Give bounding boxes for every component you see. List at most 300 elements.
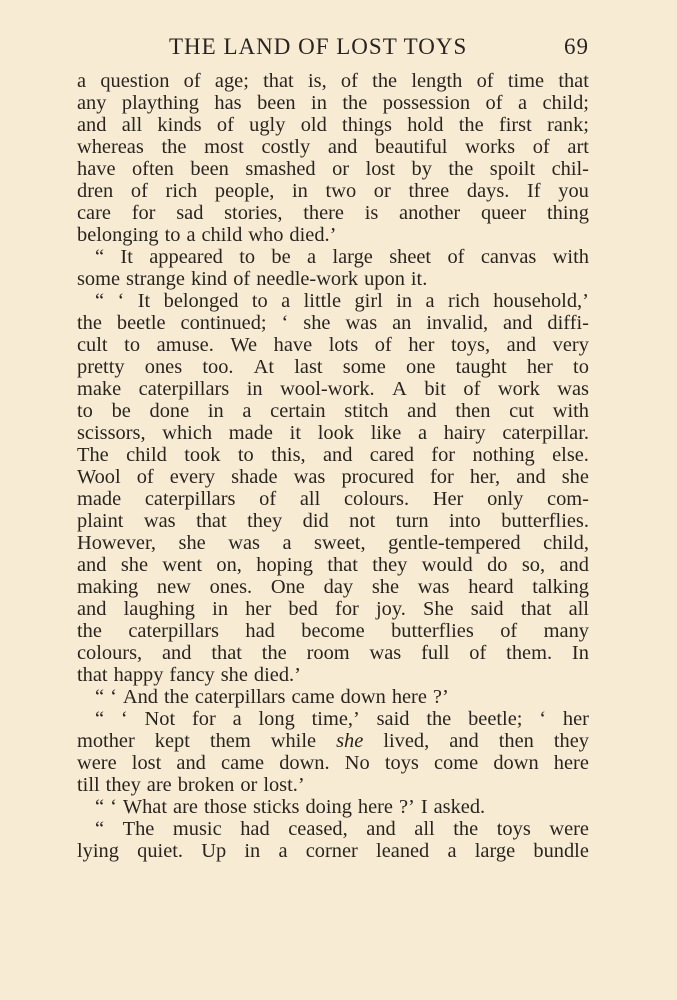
word: till [77,774,100,796]
word: they [105,774,141,796]
word: she [336,730,364,752]
word: of [340,70,358,92]
word: No [344,752,370,774]
word: stories, [224,202,283,224]
word: chil- [551,158,589,180]
word: them. [506,642,553,664]
word: the [161,136,187,158]
word: and [503,312,533,334]
word: of [216,114,234,136]
word: making [77,576,139,598]
text-line [77,576,589,598]
word: said [376,708,410,730]
word: the [426,708,452,730]
word: of [130,180,148,202]
word: it [289,422,302,444]
word: ceased, [288,818,348,840]
word: another [399,202,461,224]
word: only [487,488,524,510]
word: costly [261,136,311,158]
word: caterpillar. [502,422,589,444]
word: been [190,158,229,180]
word: here [391,686,427,708]
word: days. [466,180,510,202]
word: so, [521,554,546,576]
word: down [340,686,386,708]
word: for [429,466,454,488]
word: are [146,774,172,796]
word: “ [95,290,105,312]
word: We [230,334,258,356]
word: child, [543,532,589,554]
word: people, [214,180,275,202]
word: beetle [116,312,166,334]
word: sad [176,202,204,224]
word: “ [95,246,105,268]
word: a [425,290,435,312]
word: Up [201,840,227,862]
word: and [449,730,479,752]
word: ones. [209,576,253,598]
word: toys, [450,334,491,356]
word: of [374,334,392,356]
word: smashed [245,158,316,180]
word: of [476,70,494,92]
word: by [411,158,432,180]
word: went [162,554,203,576]
text-line [77,620,589,642]
word: cult [77,334,108,356]
word: that [558,70,589,92]
word: belonging [77,224,159,246]
word: bed [288,598,318,620]
word: age; [214,70,249,92]
word: “ [95,708,105,730]
text-line [77,510,589,532]
word: However, [77,532,157,554]
word: new [156,576,191,598]
text-line [77,444,589,466]
word: caterpillars [128,620,219,642]
word: sheet [389,246,432,268]
word: taught [455,356,507,378]
word: do [487,554,508,576]
word: Not [144,708,176,730]
word: a [282,532,292,554]
word: “ [95,796,105,818]
word: that [211,642,242,664]
word: then [498,730,534,752]
word: look [317,422,354,444]
word: in [396,290,413,312]
word: been [257,92,296,114]
word: would [421,554,473,576]
text-line [77,158,589,180]
text-line [77,356,589,378]
word: ‘ [281,312,289,334]
word: for [335,598,359,620]
word: with [552,246,589,268]
word: ones [144,356,183,378]
text-line [77,92,589,114]
text-line [77,774,589,796]
word: room [306,642,350,664]
word: large [332,246,373,268]
word: to [164,224,181,246]
word: or [373,180,391,202]
word: down [493,752,539,774]
word: quiet. [137,840,184,862]
word: appeared [149,246,223,268]
word: the [453,818,479,840]
word: butterflies [391,620,474,642]
word: died.’ [289,224,337,246]
text-line [77,136,589,158]
text-line [77,246,589,268]
word: household,’ [493,290,589,312]
word: had [245,620,275,642]
word: too. [202,356,234,378]
word: her, [469,466,501,488]
word: in [292,180,308,202]
word: they [372,554,408,576]
word: is [364,202,379,224]
word: length [411,70,463,92]
word: turn [395,510,429,532]
word: At [253,356,275,378]
text-line [77,400,589,422]
word: a [447,840,457,862]
word: com- [547,488,589,510]
word: to [237,444,254,466]
word: she [120,554,149,576]
word: If [527,180,541,202]
word: was [345,312,378,334]
word: the [163,686,189,708]
word: And [122,686,158,708]
word: Wool [77,466,121,488]
word: The [122,818,155,840]
word: thing [546,202,589,224]
word: done [149,400,190,422]
word: else. [552,444,589,466]
word: talking [532,576,589,598]
word: kept [154,730,190,752]
word: in [246,378,263,400]
text-line [77,114,589,136]
word: her [245,598,272,620]
word: and [176,752,206,774]
word: she [178,532,206,554]
word: the [458,114,484,136]
word: child; [542,92,589,114]
word: wool-work. [280,378,375,400]
word: music [172,818,222,840]
word: come [434,752,479,774]
text-line [77,752,589,774]
word: with [552,400,589,422]
word: that [196,510,227,532]
word: diffi- [547,312,589,334]
word: was [369,642,402,664]
word: child [201,224,243,246]
word: in [207,400,224,422]
word: to [124,334,141,356]
word: lying [77,840,119,862]
word: sticks [252,796,300,818]
word: little [303,290,342,312]
word: has [214,92,242,114]
word: lots [328,334,359,356]
word: whereas [77,136,144,158]
word: did [302,510,329,532]
word: ‘ [120,708,128,730]
word: One [270,576,305,598]
word: and [559,554,589,576]
word: here [553,752,589,774]
word: be [111,400,131,422]
text-line [77,334,589,356]
word: possession [382,92,471,114]
word: you [558,180,589,202]
word: lost [365,158,396,180]
word: which [162,422,213,444]
word: corner [305,840,358,862]
text-line [77,202,589,224]
text-line [77,532,589,554]
word: It [137,290,151,312]
word: gentle-tempered [388,532,521,554]
word: lived, [383,730,430,752]
word: ugly [249,114,286,136]
text-line [77,554,589,576]
word: and [327,136,358,158]
word: and [77,554,107,576]
word: shade [231,466,278,488]
word: her [408,334,435,356]
word: like [370,422,402,444]
word: all [568,598,589,620]
text-line [77,642,589,664]
word: it. [410,268,428,290]
word: those [203,796,247,818]
word: and [407,400,437,422]
word: things [342,114,392,136]
word: laughing [123,598,195,620]
text-line [77,796,589,818]
word: while [270,730,317,752]
running-title: THE LAND OF LOST TOYS [169,34,468,59]
word: ‘ [539,708,547,730]
word: kinds [157,114,202,136]
word: question [100,70,170,92]
word: all [414,818,435,840]
word: to [239,246,256,268]
word: the [342,92,368,114]
word: heard [468,576,514,598]
word: a [186,224,196,246]
word: was [228,532,260,554]
word: and [77,598,107,620]
text-line [77,686,589,708]
word: of [259,488,277,510]
word: colours, [77,642,143,664]
text-line [77,466,589,488]
word: needle-work [256,268,359,290]
word: In [571,642,589,664]
word: and [77,114,107,136]
word: or [240,774,258,796]
word: of [183,70,201,92]
text-line [77,70,589,92]
word: dren [77,180,114,202]
word: one [406,356,436,378]
word: It [120,246,133,268]
word: full [421,642,450,664]
text-line [77,224,589,246]
word: become [301,620,365,642]
text-line [77,268,589,290]
word: made [77,488,122,510]
word: most [204,136,244,158]
word: her [562,708,589,730]
word: queer [480,202,527,224]
word: they [247,510,283,532]
text-line [77,290,589,312]
word: beautiful [375,136,448,158]
word: fancy [169,664,215,686]
word: three [408,180,450,202]
word: canvas [480,246,537,268]
word: old [300,114,327,136]
word: that [77,664,108,686]
word: long [258,708,295,730]
word: hairy [443,422,486,444]
word: to [77,400,93,422]
word: rank; [547,114,589,136]
word: were [77,752,117,774]
word: doing [305,796,352,818]
word: that [327,554,358,576]
word: What [122,796,168,818]
word: large [474,840,516,862]
word: hold [407,114,444,136]
word: all [299,488,321,510]
word: that [263,70,294,92]
text-line [77,180,589,202]
word: lost [131,752,162,774]
word: hoping [256,554,313,576]
word: a [281,290,291,312]
word: upon [364,268,405,290]
text-line [77,598,589,620]
word: happy [113,664,164,686]
word: kind [190,268,228,290]
word: ‘ [110,686,117,708]
word: a [517,92,528,114]
word: two [325,180,357,202]
word: make [77,378,122,400]
word: “ [95,818,105,840]
word: spoilt [489,158,536,180]
word: and [162,642,192,664]
word: the [448,158,474,180]
word: lost.’ [263,774,305,796]
word: day [323,576,354,598]
word: the [372,70,398,92]
word: Her [432,488,464,510]
word: made [228,422,273,444]
word: of [233,268,251,290]
word: butterflies. [501,510,589,532]
word: bundle [533,840,589,862]
word: the [77,312,102,334]
word: rich [165,180,198,202]
word: strange [126,268,185,290]
word: caterpillars [194,686,286,708]
word: a [278,840,288,862]
word: for [191,708,216,730]
word: was [417,576,450,598]
word: joy. [376,598,406,620]
word: died.’ [253,664,301,686]
word: bit [424,378,446,400]
word: A [392,378,407,400]
word: mother [77,730,135,752]
word: certain [270,400,326,422]
word: or [332,158,350,180]
word: a [232,708,242,730]
word: cut [509,400,535,422]
word: had [240,818,270,840]
word: plaint [77,510,124,532]
word: and [516,466,546,488]
word: sweet, [314,532,366,554]
word: her [526,356,553,378]
word: to [251,290,268,312]
word: on, [216,554,242,576]
word: a [77,70,87,92]
word: a [307,246,317,268]
word: work [497,378,540,400]
word: in [311,92,327,114]
word: care [77,202,111,224]
word: colours. [343,488,410,510]
word: nothing [472,444,535,466]
text-line [77,378,589,400]
word: an [392,312,412,334]
word: have [273,334,313,356]
word: who [248,224,284,246]
word: some [77,268,121,290]
text-line [77,818,589,840]
word: ‘ [117,290,125,312]
word: of [463,378,481,400]
word: not [349,510,376,532]
word: came [221,752,265,774]
word: and [322,444,353,466]
word: broken [177,774,235,796]
word: I [420,796,428,818]
word: every [169,466,216,488]
text-line [77,422,589,444]
word: time [507,70,545,92]
body-text [77,70,589,862]
word: was [293,466,326,488]
book-page [77,34,589,862]
word: caterpillars [144,488,236,510]
word: for [431,444,456,466]
